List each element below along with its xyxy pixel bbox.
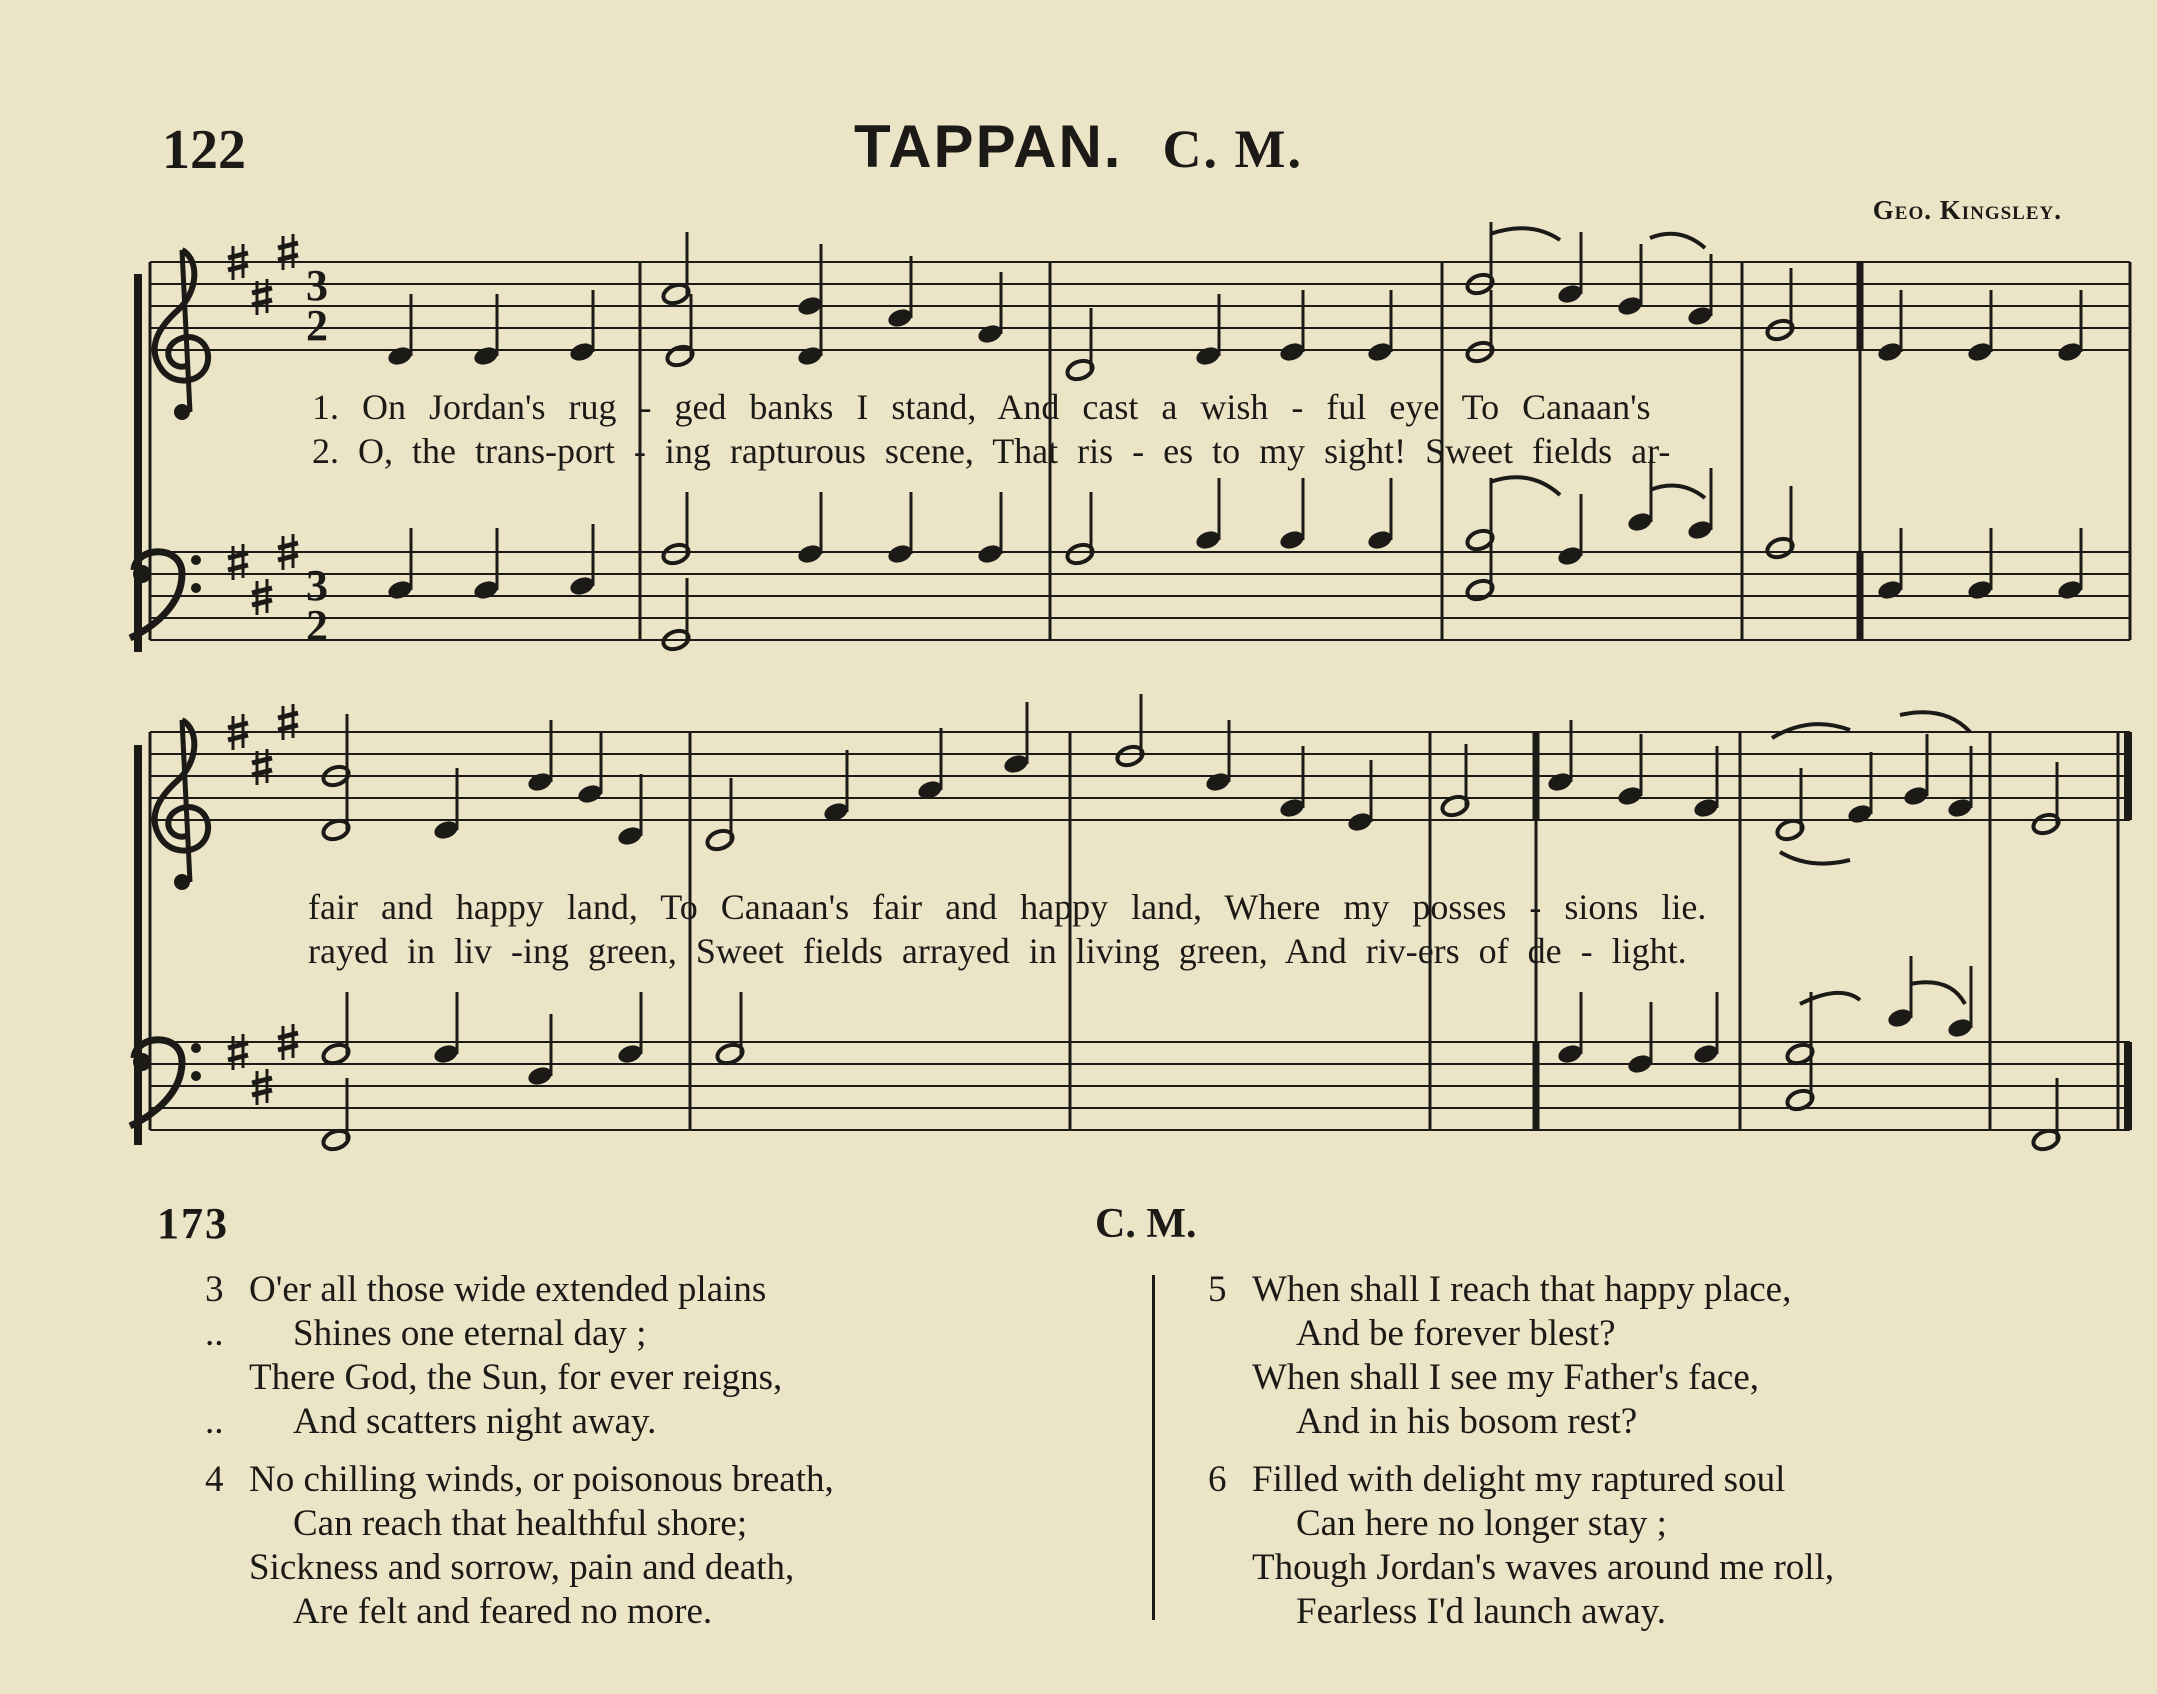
quarter-note [1946, 746, 1974, 820]
quarter-note [432, 768, 460, 842]
verse-line: Sickness and sorrow, pain and death, [249, 1547, 795, 1588]
half-note [2031, 1078, 2061, 1152]
half-note [705, 778, 735, 852]
quarter-note [1346, 760, 1374, 834]
page-number: 122 [162, 119, 246, 181]
half-note [715, 992, 745, 1066]
quarter-note [576, 732, 604, 806]
half-note [1775, 768, 1805, 842]
quarter-note [1902, 734, 1930, 808]
quarter-note [1366, 290, 1394, 364]
quarter-note [472, 528, 500, 602]
quarter-note [1686, 468, 1714, 542]
quarter-note [1556, 992, 1584, 1066]
composer-credit: Geo. Kingsley. [1872, 195, 2062, 225]
quarter-note [916, 728, 944, 802]
half-note [2031, 762, 2061, 836]
quarter-note [1278, 478, 1306, 552]
quarter-note [1194, 478, 1222, 552]
verse-line: And scatters night away. [293, 1401, 657, 1442]
quarter-note [1946, 966, 1974, 1040]
verse-5 [1208, 1268, 1834, 1444]
verse-line: Can here no longer stay ; [1296, 1503, 1667, 1544]
half-note [661, 578, 691, 652]
verse-3 [205, 1268, 834, 1444]
verse-line: Filled with delight my raptured soul [1252, 1459, 1786, 1500]
verse-line: And be forever blest? [1296, 1313, 1616, 1354]
quarter-note [1692, 746, 1720, 820]
quarter-note [1366, 478, 1394, 552]
verse-line: O'er all those wide extended plains [249, 1269, 767, 1310]
verse-number: 6 [1208, 1459, 1227, 1500]
verse-line: There God, the Sun, for ever reigns, [249, 1357, 783, 1398]
verse-line: Though Jordan's waves around me roll, [1252, 1547, 1835, 1588]
hymn-meter: C. M. [1095, 1201, 1197, 1247]
lyrics-system-2-verse-1: fair and happy land, To Canaan's fair and happy land, Where my posses - sions lie. [308, 887, 1707, 927]
system-1-brace [134, 274, 142, 652]
half-note [1440, 744, 1470, 818]
quarter-note [1876, 528, 1904, 602]
quarter-note [796, 492, 824, 566]
verse-line: And in his bosom rest? [1296, 1401, 1638, 1442]
quarter-note [616, 774, 644, 848]
quarter-note [526, 1014, 554, 1088]
verse-line: When shall I see my Father's face, [1252, 1357, 1759, 1398]
tune-meter: C. M. [1162, 119, 1303, 179]
verse-line: Shines one eternal day ; [293, 1313, 647, 1354]
verses-right-column [1208, 1268, 1834, 1648]
repeat-dots: .. [205, 1401, 224, 1442]
verse-line: No chilling winds, or poisonous breath, [249, 1459, 834, 1500]
repeat-dots: .. [205, 1313, 224, 1354]
treble-clef-icon [155, 250, 209, 420]
half-note [1065, 308, 1095, 382]
quarter-note [822, 750, 850, 824]
half-note [1765, 486, 1795, 560]
quarter-note [1278, 746, 1306, 820]
quarter-note [1002, 702, 1030, 776]
quarter-note [1616, 734, 1644, 808]
quarter-note [1616, 244, 1644, 318]
half-note [661, 492, 691, 566]
svg-text:2: 2 [306, 301, 328, 350]
quarter-note [1626, 1002, 1654, 1076]
treble-clef-icon [155, 720, 209, 890]
note-heads [321, 222, 2084, 1152]
quarter-note [1876, 290, 1904, 364]
quarter-note [2056, 290, 2084, 364]
verses-left-column [205, 1268, 834, 1648]
quarter-note [1846, 752, 1874, 826]
quarter-note [1278, 290, 1306, 364]
verse-6 [1208, 1458, 1834, 1634]
svg-text:3: 3 [306, 261, 328, 310]
column-divider [1152, 1275, 1155, 1620]
quarter-note [1692, 992, 1720, 1066]
quarter-note [616, 992, 644, 1066]
quarter-note [1886, 956, 1914, 1030]
lyrics-system-1-verse-2: 2. O, the trans-port - ing rapturous scene, That ris - es to my sight! Sweet fields ar- [312, 431, 1671, 471]
key-signature-treble-1 [228, 234, 298, 315]
verse-line: Can reach that healthful shore; [293, 1503, 748, 1544]
quarter-note [432, 992, 460, 1066]
verse-number: 3 [205, 1269, 224, 1310]
quarter-note [886, 256, 914, 330]
quarter-note [1556, 494, 1584, 568]
quarter-note [1686, 254, 1714, 328]
quarter-note [1966, 528, 1994, 602]
quarter-note [568, 524, 596, 598]
quarter-note [886, 492, 914, 566]
quarter-note [568, 290, 596, 364]
verse-line: Are felt and feared no more. [293, 1591, 713, 1632]
verse-number: 5 [1208, 1269, 1227, 1310]
svg-text:3: 3 [306, 561, 328, 610]
quarter-note [976, 492, 1004, 566]
verse-line: Fearless I'd launch away. [1296, 1591, 1667, 1632]
key-signature-treble-2 [228, 704, 298, 785]
verse-4 [205, 1458, 834, 1634]
quarter-note [1556, 232, 1584, 306]
tune-name: TAPPAN. [854, 113, 1123, 180]
half-note [321, 992, 351, 1066]
hymn-number: 173 [157, 1199, 229, 1248]
quarter-note [1966, 290, 1994, 364]
lyrics-system-2-verse-2: rayed in liv -ing green, Sweet fields arrayed in living green, And riv-ers of de - light. [308, 931, 1687, 971]
half-note [661, 232, 691, 306]
verse-line: When shall I reach that happy place, [1252, 1269, 1792, 1310]
lyrics-system-1-verse-1: 1. On Jordan's rug - ged banks I stand, And cast a wish - ful eye To Canaan's [312, 387, 1651, 427]
half-note [1065, 492, 1095, 566]
quarter-note [2056, 528, 2084, 602]
verse-number: 4 [205, 1459, 224, 1500]
quarter-note [386, 528, 414, 602]
system-2-brace [134, 745, 142, 1145]
svg-text:2: 2 [306, 601, 328, 650]
half-note [321, 1078, 351, 1152]
